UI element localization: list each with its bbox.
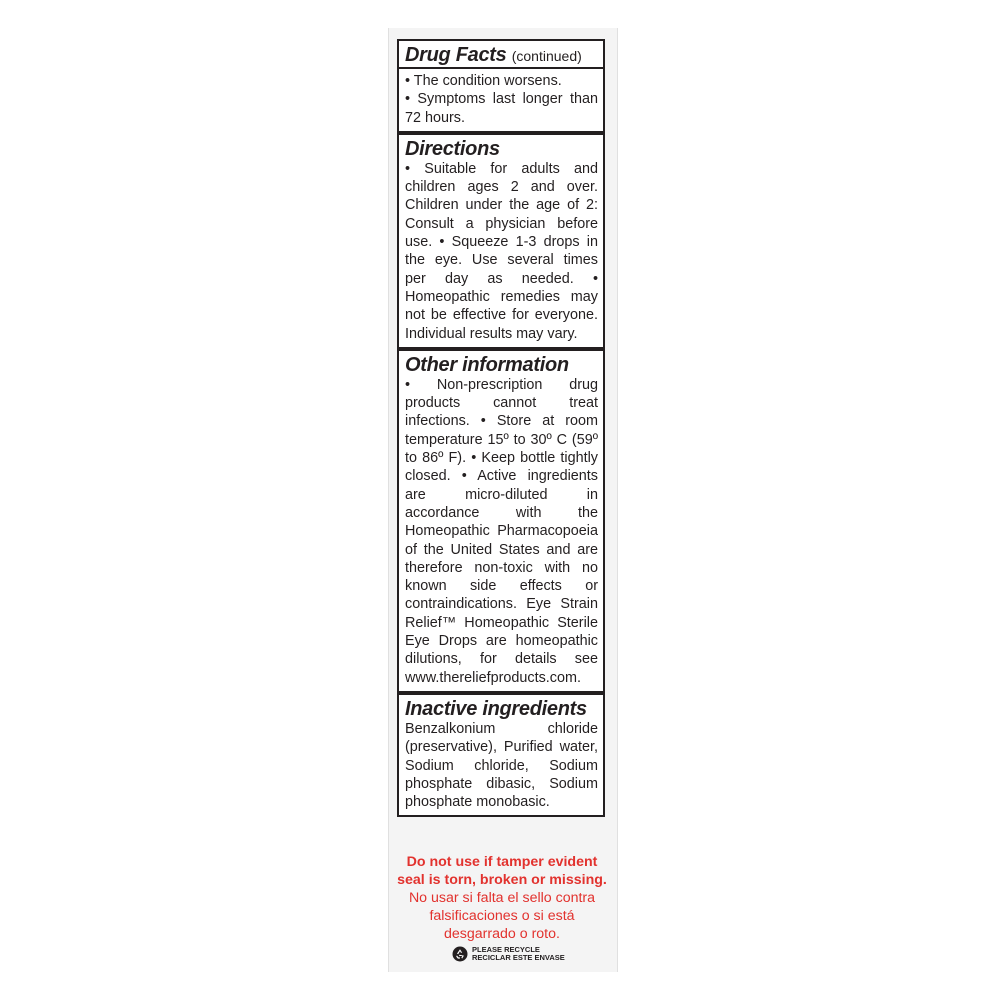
drug-facts-box [397, 39, 605, 817]
title-divider [399, 67, 603, 69]
tamper-warning-spanish: No usar si falta el sello contra falsificaciones o si está desgarrado o roto. [408, 890, 596, 942]
tamper-warning [392, 853, 612, 943]
recycle-text [472, 946, 565, 962]
recycle-notice [452, 946, 565, 962]
directions-heading: Directions [405, 137, 500, 160]
warning-line: • The condition worsens. [405, 73, 562, 89]
drug-facts-continued-section [399, 41, 603, 135]
inactive-ingredients-section [399, 695, 603, 815]
other-information-section [399, 351, 603, 695]
other-information-text: • Non-prescription drug products cannot treat infections. • Store at room temperature 15º to 30º C (59º to 86º F). • Keep bottle tightly closed. • Active ingredients are micro-diluted in accordance with the Homeopathic Pharmacopoeia of the United States and are therefore non-toxic with no known side effects or contraindications. Eye Strain Relief™ Homeopathic Sterile Eye Drops are homeopathic dilutions, for details see www.thereliefproducts.com. [405, 376, 598, 686]
other-information-heading: Other information [405, 353, 569, 376]
recycle-icon [452, 946, 468, 962]
inactive-ingredients-heading: Inactive ingredients [405, 697, 587, 720]
drug-facts-title [405, 44, 598, 67]
tamper-warning-english: Do not use if tamper evident seal is torn, broken or missing. [397, 854, 607, 888]
directions-text: • Suitable for adults and children ages 2 and over. Children under the age of 2: Consult a physician before use. • Squeeze 1-3 drops in the eye. Use several times per day as needed. • Homeopathic remedies may not be effective for everyone. Individual results may vary. [405, 160, 598, 342]
warning-line: • Symptoms last longer than 72 hours. [405, 91, 598, 126]
recycle-spanish: RECICLAR ESTE ENVASE [472, 953, 565, 962]
continued-warnings [405, 72, 598, 127]
recycle-english: PLEASE RECYCLE [472, 945, 540, 954]
drug-facts-heading: Drug Facts [405, 44, 507, 66]
drug-facts-continued-label: (continued) [511, 48, 582, 64]
directions-section [399, 135, 603, 351]
inactive-ingredients-text: Benzalkonium chloride (preservative), Purified water, Sodium chloride, Sodium phosphate dibasic, Sodium phosphate monobasic. [405, 720, 598, 811]
